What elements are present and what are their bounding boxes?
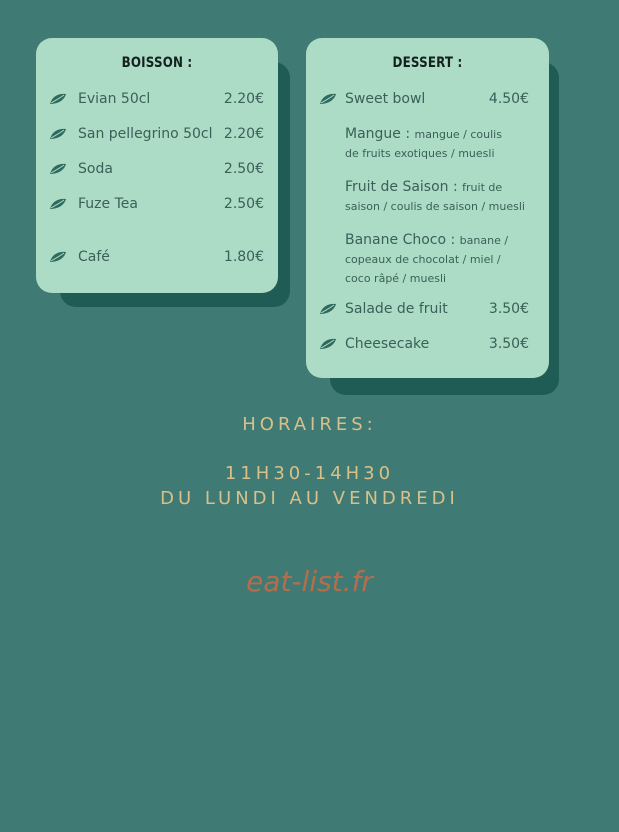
menu-item xyxy=(49,196,264,216)
dessert-title: DESSERT : xyxy=(392,55,463,71)
menu-item xyxy=(319,301,529,321)
menu-item xyxy=(319,91,529,111)
item-price: 3.50€ xyxy=(488,301,529,317)
description-line: fruit de xyxy=(462,181,503,194)
hours-days: DU LUNDI AU VENDREDI xyxy=(160,488,459,509)
watermark: eat-list.fr xyxy=(246,565,373,598)
leaf-icon xyxy=(49,163,67,175)
leaf-icon xyxy=(49,251,67,263)
item-price: 2.50€ xyxy=(223,161,264,177)
leaf-icon xyxy=(319,303,337,315)
leaf-icon xyxy=(49,128,67,140)
description-name: Fruit de Saison : xyxy=(345,179,458,195)
boisson-title: BOISSON : xyxy=(121,55,193,71)
leaf-icon xyxy=(319,93,337,105)
leaf-icon xyxy=(319,338,337,350)
menu-item xyxy=(49,161,264,181)
description-line: saison / coulis de saison / muesli xyxy=(345,200,525,213)
menu-item xyxy=(319,336,529,356)
item-name: Soda xyxy=(78,161,113,177)
dessert-description xyxy=(345,125,545,163)
hours-time: 11H30-14H30 xyxy=(224,463,395,484)
description-name: Mangue : xyxy=(345,126,411,142)
description-line: coco râpé / muesli xyxy=(345,272,447,285)
menu-item xyxy=(49,91,264,111)
description-line: banane / xyxy=(459,234,509,247)
item-price: 4.50€ xyxy=(488,91,529,107)
description-line: copeaux de chocolat / miel / xyxy=(345,253,501,266)
item-name: Evian 50cl xyxy=(78,91,151,107)
boisson-card xyxy=(36,38,278,293)
item-price: 2.20€ xyxy=(223,126,264,142)
item-name: Café xyxy=(78,249,110,265)
description-line: mangue / coulis xyxy=(414,128,502,141)
menu-item xyxy=(49,249,264,269)
item-name: Sweet bowl xyxy=(345,91,426,107)
item-price: 2.20€ xyxy=(223,91,264,107)
hours-heading: HORAIRES: xyxy=(242,414,377,435)
item-price: 2.50€ xyxy=(223,196,264,212)
item-name: Cheesecake xyxy=(345,336,430,352)
item-name: Fuze Tea xyxy=(78,196,138,212)
leaf-icon xyxy=(49,198,67,210)
dessert-description xyxy=(345,178,545,216)
dessert-card xyxy=(306,38,549,378)
description-name: Banane Choco : xyxy=(345,232,456,248)
item-price: 3.50€ xyxy=(488,336,529,352)
item-price: 1.80€ xyxy=(223,249,264,265)
menu-item xyxy=(49,126,264,146)
description-line: de fruits exotiques / muesli xyxy=(345,147,495,160)
item-name: San pellegrino 50cl xyxy=(78,126,213,142)
leaf-icon xyxy=(49,93,67,105)
dessert-description xyxy=(345,231,545,288)
item-name: Salade de fruit xyxy=(345,301,448,317)
